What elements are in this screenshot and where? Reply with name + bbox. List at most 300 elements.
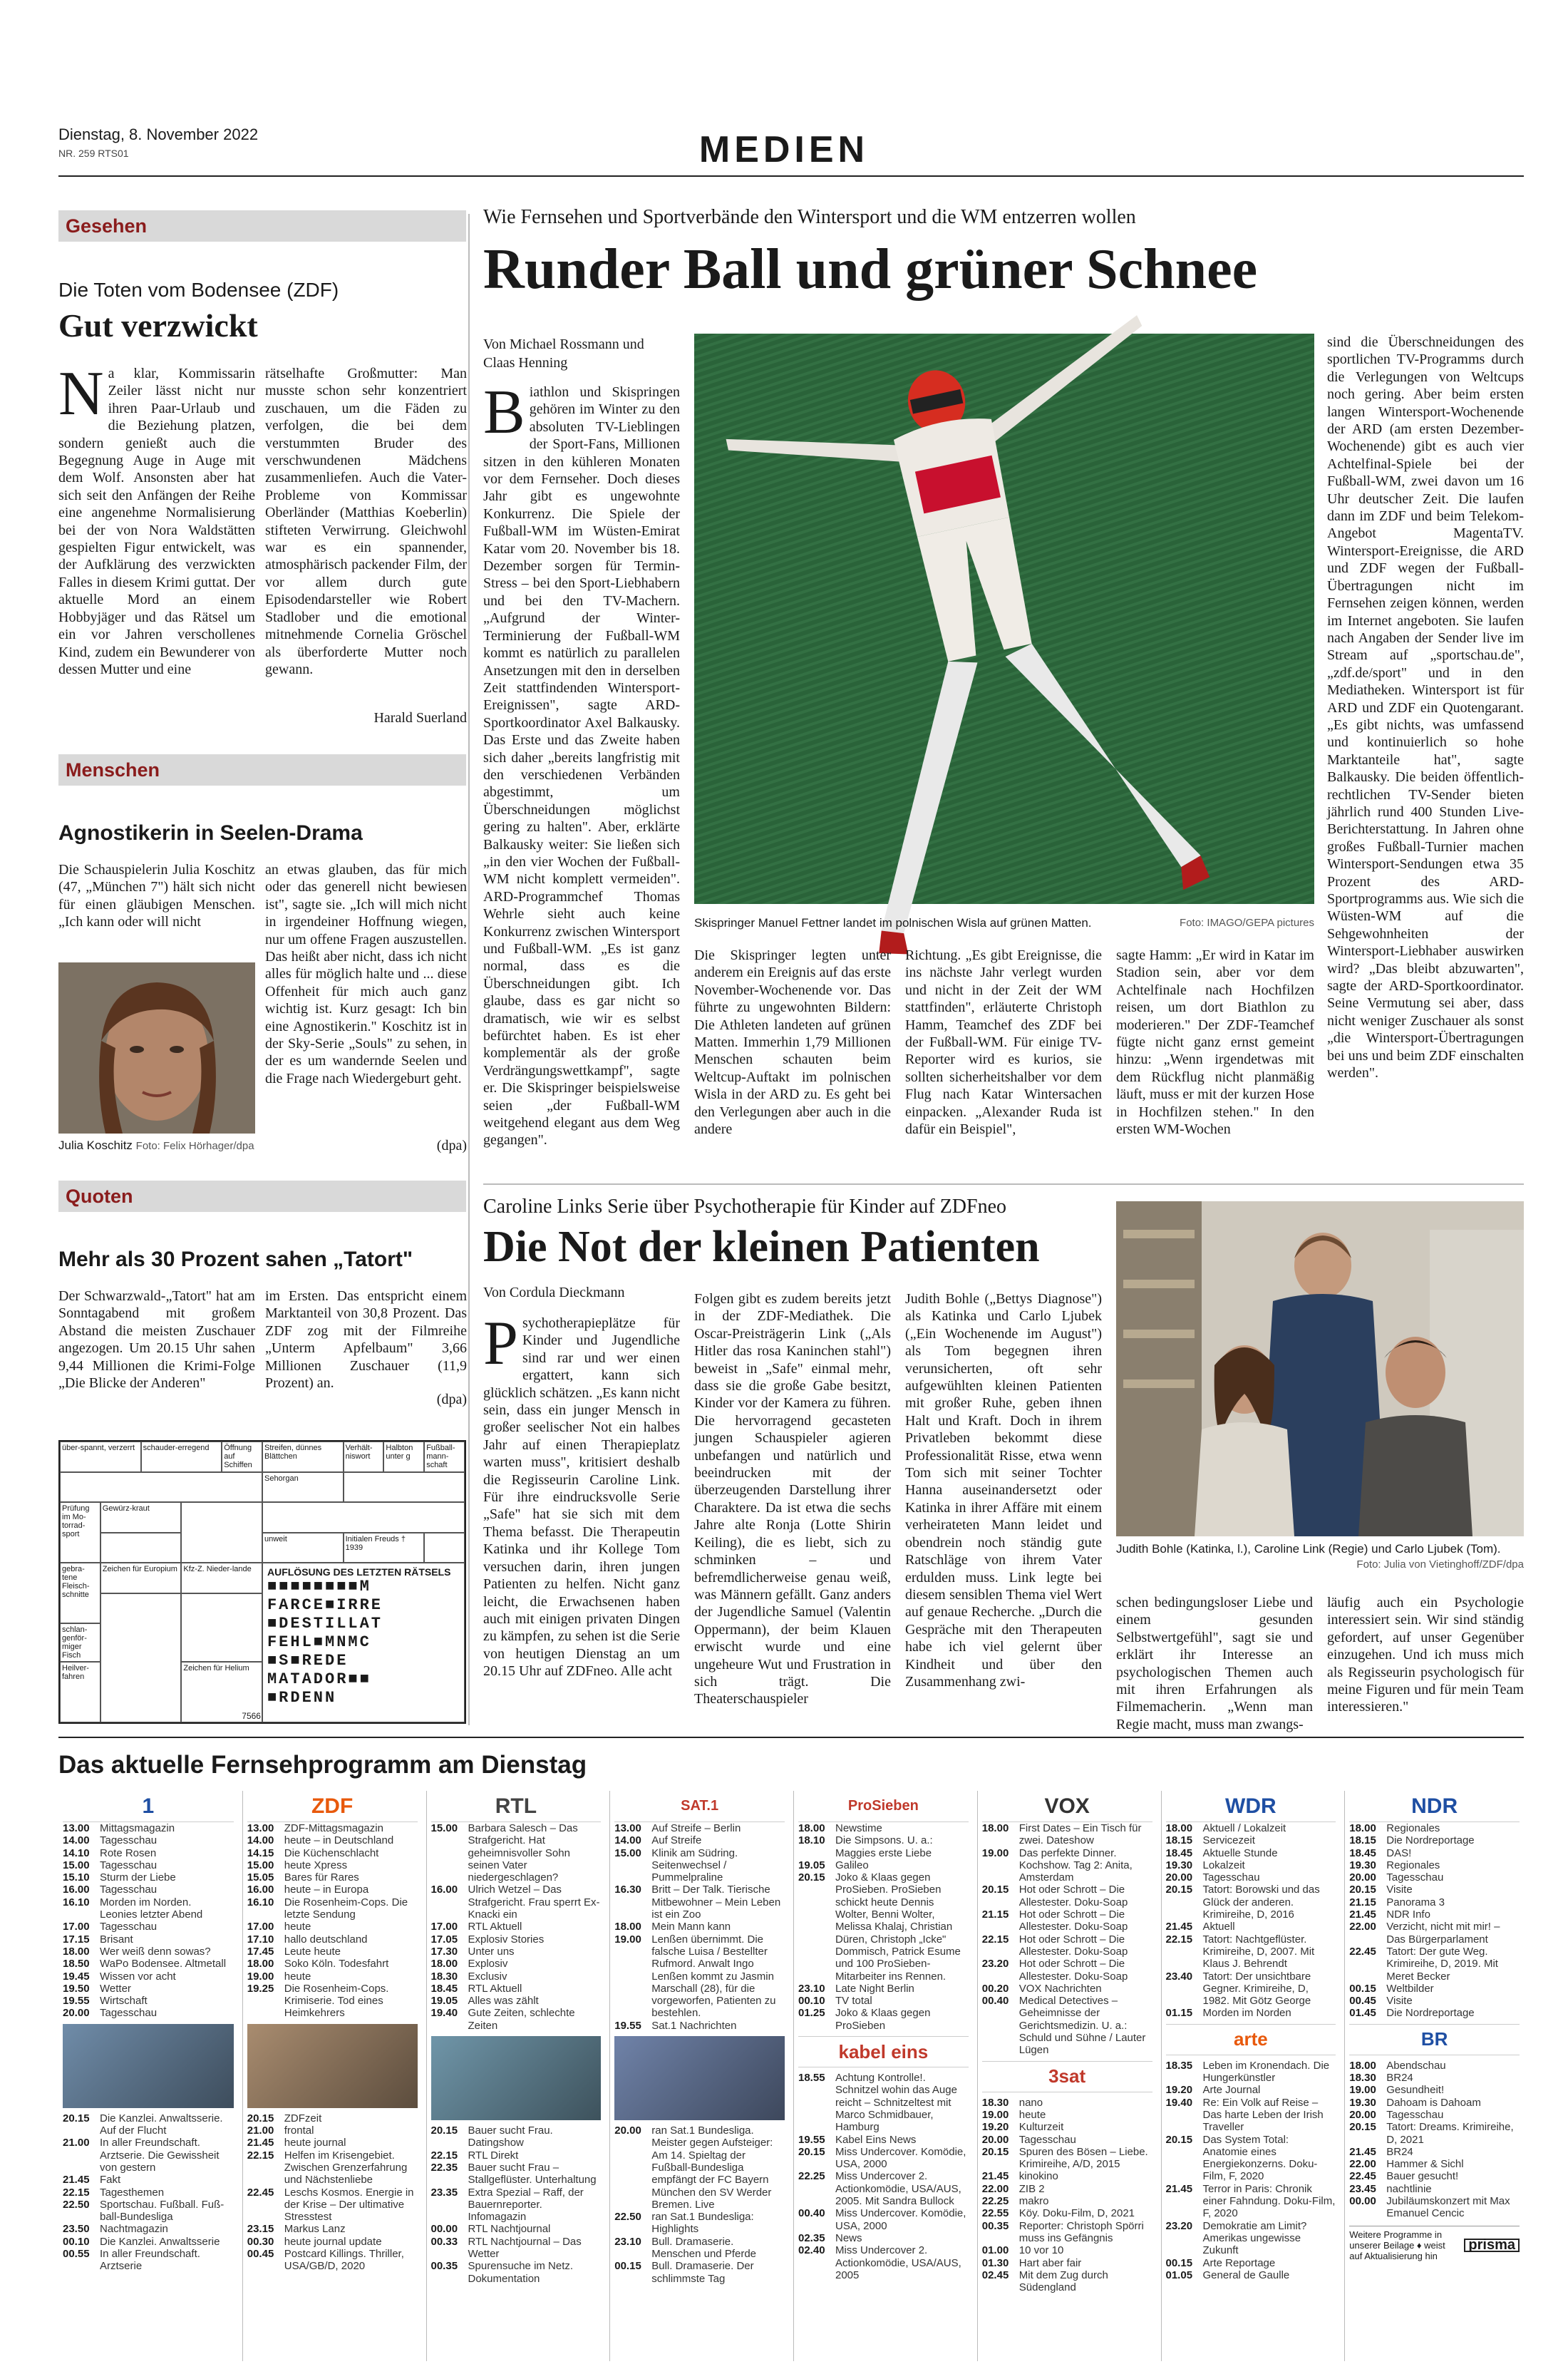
- tv-listing-row: [1166, 2269, 1336, 2281]
- tv-time: 20.15: [798, 1871, 825, 1884]
- tv-listing-row: [63, 1908, 234, 1921]
- tv-show: Alles was zählt: [468, 1995, 539, 2008]
- crossword-clue: Fußball-mann-schaft: [424, 1442, 465, 1472]
- tv-show: Die Nordreportage: [1386, 2007, 1475, 2020]
- tv-show: Auf Streife – Berlin: [651, 1822, 741, 1834]
- tv-listing-row: [982, 2257, 1152, 2269]
- tv-time: 22.00: [1349, 1921, 1376, 1933]
- tv-time: 15.00: [63, 1859, 90, 1871]
- tv-show: NDR Info: [1386, 1908, 1430, 1921]
- cast-photo: [1116, 1201, 1524, 1536]
- crossword-clue: Zeichen für Helium: [181, 1662, 262, 1722]
- tv-listing-row: [431, 2260, 602, 2285]
- lead-column-right: sind die Überschneidungen des sportlichen TV-Programms durch die Verlegungen von Weltcups noch gering. Aber beim ersten langen Wintersport-Wochenende der ARD (am ersten Dezember-Wochenende) gibt es auch vier Achtelfinal-Spiele bei der Fußball-WM, zwei davon um 16 Uhr deutscher Zeit. Die laufen dann im ZDF und beim Telekom-Angebot MagentaTV. Wintersport-Ereignisse, die ARD und ZDF wegen der Fußball-Übertragungen nicht im Fernsehen zeigen können, werden im Internet angeboten. Sie laufen nach Angaben der Sender live im Stream auf „sportschau.de", „zdf.de/sport" und in den Mediatheken. Wintersport ist für ARD und ZDF ein Quotengarant. „Es gibt nichts, was umfassend und kontinuierlich so hohe Marktanteile hat", sagte Balkausky. Die beiden öffentlich-rechtlichen TV-Sender bieten jährlich rund 400 Stunden Live-Berichterstattung. In Jahren ohne großes Fußball-Turnier machen Wintersport-Sendungen etwa 35 Prozent des ARD-Sportprogramms aus. Wie sich die Wüsten-WM auf die Sehgewohnheiten der Wintersport-Liebhaber auswirken wird? „Das bleibt abzuwarten", sagte der ARD-Sportkoordinator. Seine Vermutung sei aber, dass nicht weniger Zuschauer als sonst „die Wintersport-Übertragungen bei uns und beim ZDF einschalten werden".: [1327, 334, 1524, 1081]
- tv-listing-row: [798, 2232, 969, 2244]
- tv-show: Tagesschau: [1018, 2133, 1076, 2146]
- tv-listing-row: [982, 2269, 1152, 2294]
- tv-show: Newstime: [835, 1822, 882, 1834]
- tv-show: Hart aber fair: [1018, 2256, 1082, 2269]
- tv-show: Ulrich Wetzel – Das Strafgericht. Frau sperrt Ex-Knacki ein: [468, 1884, 600, 1921]
- tv-time: 22.15: [1165, 1933, 1193, 1946]
- tv-grid: [58, 1791, 1524, 2361]
- tv-listing-row: [63, 2174, 234, 2186]
- tv-listing-row: [798, 1822, 969, 1834]
- tv-listing-row: [247, 1946, 418, 1958]
- tv-time: 19.30: [1349, 1859, 1376, 1871]
- tv-listing-row: [614, 1834, 785, 1846]
- lead-byline: Von Michael Rossmann und Claas Henning: [483, 336, 644, 371]
- tv-show: Joko & Klaas gegen ProSieben: [835, 2007, 931, 2032]
- tv-time: 00.15: [1349, 1982, 1376, 1995]
- tv-show: makro: [1018, 2195, 1049, 2208]
- tv-time: 18.45: [430, 1982, 458, 1995]
- tv-listing-row: [1349, 2195, 1520, 2220]
- tv-show: Miss Undercover. Komödie, USA, 2000: [835, 2207, 966, 2232]
- tv-time: 20.15: [981, 1884, 1009, 1896]
- tv-time: 20.00: [1165, 1871, 1193, 1884]
- second-column-4: schen bedingungsloser Liebe und einem gesunden Selbstwertgefühl", sagt sie und erklärt ihr Interesse an psychologischen Themen auch mit ihren Erfahrungen als Filmemacherin. „Wenn man Regie macht, muss man zwangs-: [1116, 1595, 1313, 1732]
- prisma-logo: prisma: [1464, 2239, 1520, 2252]
- tv-listing-row: [1349, 2072, 1520, 2084]
- tv-listing-row: [63, 1970, 234, 1983]
- tv-show: Gute Zeiten, schlechte Zeiten: [468, 2007, 575, 2032]
- solution-row: MATADOR■■: [267, 1670, 371, 1688]
- tv-time: 23.20: [1165, 2219, 1193, 2232]
- crossword-clue: Initialen Freuds † 1939: [344, 1533, 425, 1563]
- tv-photo: [63, 2024, 234, 2108]
- tv-listing-row: [431, 2162, 602, 2187]
- tv-time: 22.45: [247, 2186, 274, 2199]
- tv-show: Aktuelle Stunde: [1202, 1846, 1278, 1859]
- tv-show: Brisant: [100, 1933, 133, 1946]
- tv-listing-row: [1166, 1871, 1336, 1884]
- date: Dienstag, 8. November 2022: [58, 125, 259, 143]
- tv-listing-row: [982, 1822, 1152, 1847]
- channel-logo: RTL: [431, 1791, 602, 1822]
- tv-time: 01.45: [1349, 2007, 1376, 2020]
- ski-jumper-photo: [694, 334, 1314, 904]
- tv-show: ZDF-Mittagsmagazin: [284, 1822, 383, 1834]
- second-headline: Die Not der kleinen Patienten: [483, 1223, 1040, 1271]
- channel-logo: ZDF: [247, 1791, 418, 1822]
- tv-show: Köy. Doku-Film, D, 2021: [1018, 2207, 1135, 2220]
- tv-time: 22.45: [1349, 2170, 1376, 2183]
- tv-time: 21.45: [1165, 2182, 1193, 2195]
- tv-show: Die Kanzlei. Anwaltsserie. Auf der Flucht: [100, 2112, 223, 2137]
- channel-logo: SAT.1: [614, 1791, 785, 1822]
- tv-listing-row: [247, 1958, 418, 1970]
- tv-time: 18.15: [1349, 1834, 1376, 1847]
- tv-show: Klinik am Südring. Seitenwechsel / Pummelpraline: [651, 1846, 738, 1884]
- channel-logo: VOX: [982, 1791, 1152, 1822]
- issue-number: NR. 259 RTS01: [58, 148, 129, 159]
- tv-show: Explosiv: [468, 1958, 508, 1970]
- tv-show: Hot oder Schrott – Die Allestester. Doku-Soap: [1018, 1933, 1128, 1958]
- tv-listing-row: [1166, 1921, 1336, 1933]
- tv-listing-row: [247, 1822, 418, 1834]
- tv-show: Britt – Der Talk. Tierische Mitbewohner – Mein Leben ist ein Zoo: [651, 1884, 781, 1921]
- tv-listing-row: [1349, 1871, 1520, 1884]
- tv-listing-row: [247, 1871, 418, 1884]
- channel-logo: 1: [63, 1791, 234, 1822]
- tv-time: 17.00: [247, 1921, 274, 1933]
- tv-listing-row: [1349, 1884, 1520, 1896]
- tv-listing-row: [614, 1921, 785, 1933]
- tv-show: RTL Nachtjournal: [468, 2223, 551, 2236]
- tv-time: 22.25: [798, 2170, 825, 2183]
- tv-show: heute journal update: [284, 2235, 382, 2248]
- tv-show: Tagesthemen: [100, 2186, 165, 2199]
- tv-show: Miss Undercover 2. Actionkomödie, USA/AUS, 2005: [835, 2244, 961, 2281]
- tv-listing-row: [1349, 2146, 1520, 2158]
- tv-listing-row: [1349, 2060, 1520, 2072]
- tv-listing-row: [247, 2112, 418, 2124]
- gesehen-headline: Gut verzwickt: [58, 307, 258, 344]
- tv-show: Tatort: Dreams. Krimireihe, D, 2021: [1386, 2121, 1514, 2146]
- tv-show: Tatort: Nachtgeflüster. Krimireihe, D, 2007. Mit Klaus J. Behrendt: [1202, 1933, 1315, 1970]
- tv-listing-row: [982, 2244, 1152, 2256]
- lead-column-below-2: Richtung. „Es gibt Ereignisse, die ins nächste Jahr verlegt wurden und nicht in der Zeit der WM stattfinden", erläuterte Christoph Hamm, Teamchef des ZDF bei der Fußball-WM. Für einige TV-Reporter wird es kurios, sie sollten sicherheitshalber vor dem Flug nach Katar Wintersachen einpacken. „Alexander Ruda ist dafür ein Beispiel",: [905, 947, 1102, 1138]
- section-title: MEDIEN: [698, 129, 870, 170]
- tv-time: 18.15: [1165, 1834, 1193, 1847]
- tv-listing-row: [1166, 2134, 1336, 2183]
- tv-listing-row: [1166, 1822, 1336, 1834]
- tv-time: 17.00: [430, 1921, 458, 1933]
- tv-listing-row: [614, 2260, 785, 2285]
- tv-show: Verzicht, nicht mit mir! – Das Bürgerparlament: [1386, 1921, 1500, 1946]
- tv-time: 22.00: [981, 2182, 1009, 2195]
- tv-listing-row: [247, 2236, 418, 2248]
- tv-listing-row: [1349, 2097, 1520, 2109]
- channel-logo: 3sat: [982, 2061, 1152, 2092]
- tv-listing-row: [63, 1884, 234, 1896]
- tv-time: 21.45: [1349, 1908, 1376, 1921]
- tv-listing-row: [247, 2223, 418, 2235]
- crossword-clue: Sehorgan: [262, 1472, 344, 1503]
- tv-show: Helfen im Krisengebiet. Zwischen Grenzerfahrung und Nächstenliebe: [284, 2149, 408, 2187]
- tv-show: RTL Aktuell: [468, 1921, 522, 1933]
- tv-time: 22.35: [430, 2161, 458, 2174]
- tv-time: 23.20: [981, 1958, 1009, 1970]
- portrait-photo: [58, 962, 255, 1134]
- tv-show: ran Sat.1 Bundesliga. Meister gegen Aufsteiger: Am 14. Spieltag der Fußball-Bundesliga empfängt der FC Bayern München den SV Werder Bremen. Live: [651, 2124, 773, 2211]
- tv-time: 22.50: [614, 2211, 641, 2224]
- menschen-agency: (dpa): [436, 1138, 467, 1153]
- tv-show: Auf Streife: [651, 1834, 702, 1847]
- tv-time: 18.00: [1349, 1822, 1376, 1834]
- tv-show: Hammer & Sichl: [1386, 2158, 1464, 2171]
- tv-time: 19.45: [63, 1970, 90, 1983]
- tv-time: 19.00: [614, 1933, 641, 1946]
- tv-time: 01.25: [798, 2007, 825, 2020]
- lead-column-left: Biathlon und Skispringen gehören im Winter zu den absoluten TV-Lieblingen der Sport-Fans, Millionen sitzen in den kühleren Monaten vor dem Fernseher. Doch dieses Jahr gibt es ungewohnte Konkurrenz. Die Spiele der Fußball-WM im Wüsten-Emirat Katar vom 20. November bis 18. Dezember sorgen für Termin-Stress – bei den Sport-Liebhabern und bei den TV-Machern. „Aufgrund der Winter-Terminierung der Fußball-WM kommt es natürlich zu parallelen Ansetzungen mit den in derselben Zeit stattfindenden Wintersport-Ereignissen", sagte ARD-Sportkoordinator Axel Balkausky. Das Erste und das Zweite haben sich daher „bereits langfristig mit den verschiedenen Verbänden abgestimmt, um Überschneidungen möglichst gering zu halten". Aber, erklärte Balkausky weiter: Sie ließen sich „in den vier Wochen der Fußball-WM nicht komplett vermeiden". ARD-Programmchef Thomas Wehrle sieht auch keine Konkurrenz zwischen Wintersport und Fußball-WM. „Es ist ganz normal, dass es die Überschneidungen gibt. Ich glaube, dass es gar nicht so dramatisch, wie wir es selbst befürchtet haben. Es ist eher komplementär als der große Verdrängungswettkampf", sagte er. Die Skispringer beispielsweise seien „der Fußball-WM weitgehend elegant aus dem Weg gegangen".: [483, 378, 680, 1149]
- tv-show: Bauer gesucht!: [1386, 2170, 1459, 2183]
- tv-time: 18.30: [981, 2096, 1009, 2109]
- tv-listing-row: [1166, 2007, 1336, 2019]
- tv-time: 19.40: [1165, 2096, 1193, 2109]
- tv-show: Tagesschau: [1386, 1871, 1444, 1884]
- tv-listing-row: [798, 2007, 969, 2032]
- quoten-headline: Mehr als 30 Prozent sahen „Tatort": [58, 1248, 413, 1271]
- crossword-clue: gebra-tene Fleisch-schnitte: [60, 1563, 100, 1623]
- solution-title: AUFLÖSUNG DES LETZTEN RÄTSELS: [267, 1566, 451, 1578]
- tv-time: 15.00: [430, 1822, 458, 1834]
- tv-time: 01.15: [1165, 2007, 1193, 2020]
- tv-time: 14.00: [614, 1834, 641, 1847]
- tv-time: 22.45: [1349, 1945, 1376, 1958]
- tv-listing-row: [63, 1847, 234, 1859]
- solution-row: ■DESTILLAT: [267, 1615, 383, 1633]
- tv-time: 20.15: [63, 2112, 90, 2124]
- tv-listing-row: [63, 1983, 234, 1995]
- crossword-clue: Zeichen für Europium: [100, 1563, 182, 1593]
- tv-time: 22.15: [981, 1933, 1009, 1946]
- solution-row: ■■■■■■■■M: [267, 1578, 371, 1596]
- tv-time: 18.55: [798, 2072, 825, 2085]
- tv-show: Barbara Salesch – Das Strafgericht. Hat geheimnisvoller Sohn seinen Vater niedergeschlagen?: [468, 1822, 578, 1884]
- tv-time: 00.00: [430, 2223, 458, 2236]
- tv-time: 20.15: [1349, 1884, 1376, 1896]
- tv-show: Tagesschau: [100, 1884, 158, 1896]
- tv-listing-row: [63, 2187, 234, 2199]
- tv-listing-row: [1166, 2183, 1336, 2220]
- tv-listing-row: [798, 2134, 969, 2146]
- tv-time: 19.30: [1349, 2096, 1376, 2109]
- tv-time: 23.35: [430, 2186, 458, 2199]
- tv-listing-row: [431, 2236, 602, 2261]
- tv-show: Postcard Killings. Thriller, USA/GB/D, 2020: [284, 2248, 404, 2273]
- tv-listing-row: [1166, 1933, 1336, 1970]
- tv-show: Aktuell: [1202, 1921, 1235, 1933]
- cast-caption-credit: Foto: Julia von Vietinghoff/ZDF/dpa: [1356, 1558, 1524, 1571]
- tv-time: 18.00: [247, 1958, 274, 1970]
- lead-topline: Wie Fernsehen und Sportverbände den Wintersport und die WM entzerren wollen: [483, 206, 1136, 228]
- tv-time: 21.45: [247, 2137, 274, 2149]
- tv-listing-row: [798, 1871, 969, 1983]
- tv-listing-row: [614, 2020, 785, 2032]
- tv-listing-row: [247, 2187, 418, 2224]
- tv-time: 00.35: [981, 2219, 1009, 2232]
- tv-listing-row: [1166, 2257, 1336, 2269]
- tv-listing-row: [63, 2137, 234, 2174]
- tv-time: 00.35: [430, 2260, 458, 2273]
- tv-listing-row: [982, 2183, 1152, 2195]
- tv-time: 22.15: [247, 2149, 274, 2162]
- tv-listing-row: [1349, 2084, 1520, 2096]
- tv-listing-row: [614, 2211, 785, 2236]
- tv-show: Arte Journal: [1202, 2084, 1261, 2097]
- tv-time: 23.50: [63, 2223, 90, 2236]
- gesehen-column-2: rätselhafte Großmutter: Man musste schon sehr konzentriert zuschauen, um die Fäden zu verfolgen, die bei dem verstummten Bruder des verschwundenen Mädchens zusammenliefen. Auch die Vater-Probleme von Kommissar Oberländer (Matthias Koeberlin) stifteten Verwirrung. Gleichwohl war es ein spannender, atmosphärisch packender Film, der vor allem durch gute Episodendarsteller wie Robert Stadlober und die emotional mitnehmende Cornelia Gröschel als überforderte Mutter noch gewann.: [265, 366, 467, 677]
- tv-time: 19.00: [981, 2108, 1009, 2121]
- tv-show: Bauer sucht Frau. Datingshow: [468, 2124, 553, 2149]
- tv-listing-row: [982, 1884, 1152, 1908]
- tv-show: Explosiv Stories: [468, 1933, 545, 1946]
- solution-row: FEHL■MNMC: [267, 1633, 371, 1651]
- tv-channel-column: [426, 1791, 606, 2361]
- crossword-clue: Gewürz-kraut: [100, 1502, 182, 1533]
- tv-show: Servicezeit: [1202, 1834, 1255, 1847]
- tv-time: 13.00: [614, 1822, 641, 1834]
- tv-listing-row: [798, 2244, 969, 2281]
- channel-logo: BR: [1349, 2024, 1520, 2055]
- tv-time: 13.00: [63, 1822, 90, 1834]
- tv-time: 02.45: [981, 2268, 1009, 2281]
- tv-time: 21.45: [63, 2174, 90, 2187]
- tv-time: 15.00: [247, 1859, 274, 1871]
- tv-rule: [58, 1737, 1524, 1738]
- tv-show: Spurensuche im Netz. Dokumentation: [468, 2260, 574, 2285]
- tv-time: 00.45: [247, 2248, 274, 2261]
- crossword-clue: Verhält-niswort: [344, 1442, 384, 1472]
- tv-time: 17.45: [247, 1945, 274, 1958]
- tv-listing-row: [247, 1983, 418, 2020]
- channel-logo: NDR: [1349, 1791, 1520, 1822]
- tv-listing-row: [982, 1908, 1152, 1933]
- kicker-menschen: Menschen: [58, 754, 466, 786]
- tv-time: 00.20: [981, 1982, 1009, 1995]
- tv-listing-row: [798, 2072, 969, 2133]
- lead-column-below-3: sagte Hamm: „Er wird in Katar im Stadion sein, aber vor dem Achtelfinale nach Hochfilzen reisen, um dort Biathlon zu moderieren." Der ZDF-Teamchef fügte nicht ganz ernst gemeint hinzu: „Wenn irgendetwas mit dem Rückflug nicht planmäßig läuft, muss er mit der kurzen Hose in Hochfilzen stehen." In den ersten WM-Wochen: [1116, 947, 1314, 1138]
- tv-listing-row: [1166, 1970, 1336, 2008]
- tv-show: RTL Nachtjournal – Das Wetter: [468, 2235, 582, 2261]
- tv-listing-row: [614, 2124, 785, 2211]
- tv-show: heute – in Europa: [284, 1884, 369, 1896]
- tv-listing-row: [798, 1859, 969, 1871]
- tv-time: 18.00: [63, 1945, 90, 1958]
- tv-show: ran Sat.1 Bundesliga: Highlights: [651, 2211, 754, 2236]
- tv-show: Bauer sucht Frau – Stallgeflüster. Unterhaltung: [468, 2161, 597, 2187]
- channel-logo: arte: [1166, 2024, 1336, 2055]
- tv-show: kinokino: [1018, 2170, 1058, 2183]
- tv-show: Regionales: [1386, 1859, 1440, 1871]
- tv-show: Nachtmagazin: [100, 2223, 168, 2236]
- tv-show: TV total: [835, 1995, 872, 2008]
- portrait-caption-name: Julia Koschitz: [58, 1139, 133, 1152]
- tv-listing-row: [1349, 2170, 1520, 2182]
- channel-logo: WDR: [1166, 1791, 1336, 1822]
- tv-photo: [431, 2036, 602, 2120]
- tv-show: Soko Köln. Todesfahrt: [284, 1958, 389, 1970]
- tv-time: 16.30: [614, 1884, 641, 1896]
- crossword-clue: Öffnung auf Schiffen: [222, 1442, 262, 1472]
- tv-listing-row: [431, 1884, 602, 1921]
- tv-show: Late Night Berlin: [835, 1982, 914, 1995]
- tv-show: In aller Freundschaft. Arztserie: [100, 2248, 200, 2273]
- quoten-agency: (dpa): [436, 1392, 467, 1407]
- tv-channel-column: [1161, 1791, 1341, 2361]
- tv-time: 15.05: [247, 1871, 274, 1884]
- tv-show: Unter uns: [468, 1945, 515, 1958]
- tv-listing-row: [1166, 2220, 1336, 2257]
- solution-row: FARCE■IRRE: [267, 1596, 383, 1614]
- tv-listing-row: [247, 2149, 418, 2187]
- tv-channel-column: [1344, 1791, 1524, 2361]
- tv-show: heute: [284, 1921, 311, 1933]
- tv-time: 18.30: [430, 1970, 458, 1983]
- tv-time: 16.00: [247, 1884, 274, 1896]
- tv-time: 15.00: [614, 1846, 641, 1859]
- tv-show: Mittagsmagazin: [100, 1822, 175, 1834]
- tv-show: Die Nordreportage: [1386, 1834, 1475, 1847]
- tv-listing-row: [431, 1995, 602, 2007]
- crossword-clue: Streifen, dünnes Blättchen: [262, 1442, 344, 1472]
- tv-show: Arte Reportage: [1202, 2256, 1276, 2269]
- tv-listing-row: [982, 1933, 1152, 1958]
- tv-listing-row: [1349, 1946, 1520, 1983]
- tv-time: 19.20: [981, 2121, 1009, 2134]
- tv-channel-column: [977, 1791, 1157, 2361]
- tv-time: 17.00: [63, 1921, 90, 1933]
- tv-show: Leonies letzter Abend: [100, 1908, 203, 1921]
- tv-listing-row: [63, 2248, 234, 2273]
- tv-time: 18.50: [63, 1958, 90, 1970]
- tv-time: 20.15: [798, 2145, 825, 2158]
- tv-time: 02.35: [798, 2231, 825, 2244]
- tv-listing-row: [1166, 2060, 1336, 2085]
- tv-time: 21.15: [1349, 1896, 1376, 1908]
- tv-show: RTL Aktuell: [468, 1982, 522, 1995]
- channel-logo: ProSieben: [798, 1791, 969, 1822]
- tv-time: 21.45: [1165, 1921, 1193, 1933]
- tv-time: 00.40: [798, 2207, 825, 2220]
- ski-caption-credit: Foto: IMAGO/GEPA pictures: [1180, 917, 1314, 929]
- tv-time: 20.15: [1165, 1884, 1193, 1896]
- tv-show: Demokratie am Limit? Amerikas ungewisse Zukunft: [1202, 2219, 1307, 2257]
- crossword-clue: Heilver-fahren: [60, 1662, 100, 1722]
- tv-show: First Dates – Ein Tisch für zwei. Dateshow: [1018, 1822, 1142, 1847]
- tv-show: heute Xpress: [284, 1859, 348, 1871]
- tv-time: 21.45: [1349, 2145, 1376, 2158]
- tv-listing-row: [1349, 1995, 1520, 2007]
- tv-show: Miss Undercover. Komödie, USA, 2000: [835, 2145, 966, 2171]
- second-byline: Von Cordula Dieckmann: [483, 1285, 625, 1300]
- header-rule: [58, 175, 1524, 177]
- tv-listing-row: [63, 1946, 234, 1958]
- kicker-quoten: Quoten: [58, 1181, 466, 1212]
- tv-time: 23.40: [1165, 1970, 1193, 1983]
- tv-time: 20.00: [614, 2124, 641, 2137]
- tv-time: 19.00: [247, 1970, 274, 1983]
- tv-time: 00.00: [1349, 2195, 1376, 2208]
- tv-time: 00.15: [1165, 2256, 1193, 2269]
- tv-show: heute: [284, 1970, 311, 1983]
- tv-listing-row: [1166, 1884, 1336, 1921]
- tv-listing-row: [1166, 1859, 1336, 1871]
- tv-time: 22.00: [1349, 2158, 1376, 2171]
- tv-show: Terror in Paris: Chronik einer Fahndung. Doku-Film, F, 2020: [1202, 2182, 1336, 2220]
- tv-photo: [614, 2036, 785, 2120]
- tv-listing-row: [247, 1933, 418, 1946]
- tv-time: 13.00: [247, 1822, 274, 1834]
- tv-time: 22.55: [981, 2207, 1009, 2220]
- tv-listing-row: [247, 2137, 418, 2149]
- tv-time: 18.35: [1165, 2059, 1193, 2072]
- tv-time: 22.15: [430, 2149, 458, 2162]
- tv-time: 19.00: [981, 1846, 1009, 1859]
- tv-show: Gesundheit!: [1386, 2084, 1445, 2097]
- tv-time: 17.10: [247, 1933, 274, 1946]
- tv-listing-row: [798, 1834, 969, 1859]
- tv-time: 22.25: [981, 2195, 1009, 2208]
- tv-listing-row: [614, 1822, 785, 1834]
- tv-show: Tagesschau: [100, 1859, 158, 1871]
- tv-listing-row: [982, 1983, 1152, 1995]
- tv-listing-row: [63, 1871, 234, 1884]
- tv-time: 23.45: [1349, 2182, 1376, 2195]
- tv-show: ZIB 2: [1018, 2182, 1045, 2195]
- portrait-caption: [58, 1138, 255, 1154]
